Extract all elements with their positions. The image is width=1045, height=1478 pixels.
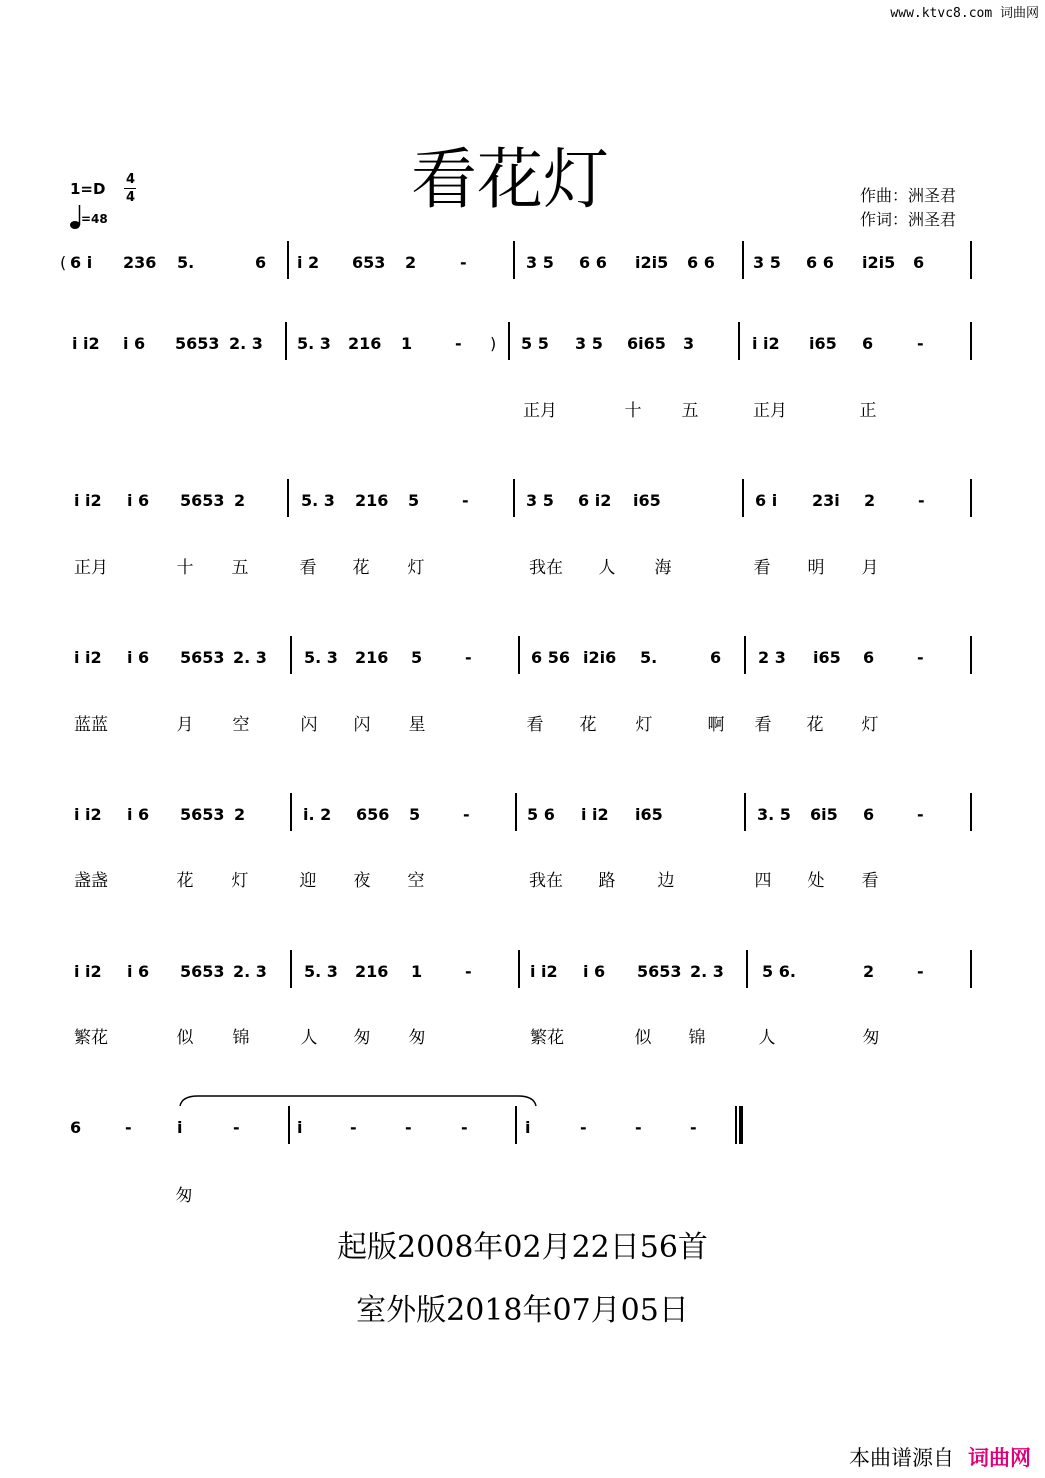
note-group: 3 [683,334,695,353]
lyric-syllable: 匆 [408,1028,426,1048]
lyric-syllable: 空 [232,715,250,735]
note-group: 2. 3 [233,962,267,981]
lyric-syllable: 匆 [353,1028,371,1048]
bar-line [742,241,744,279]
source-brand: 词曲网 [968,1446,1031,1470]
note-group: i2i6 [583,648,617,667]
note-group: 236 [123,253,157,272]
bar-line [290,636,292,674]
bar-line [518,950,520,988]
lyric-syllable: 繁花 [74,1028,108,1048]
note-group: 6i5 [810,805,838,824]
note-group: 5. 3 [301,491,335,510]
note-group: 2 [234,491,246,510]
bar-line [287,479,289,517]
lyric-syllable: 灯 [231,871,249,891]
bar-line [738,322,740,360]
note-group: 3 5 [526,253,554,272]
lyric-syllable: 正 [859,401,877,421]
note-group: i2i5 [862,253,896,272]
bar-line [970,241,972,279]
note-group: 5. 3 [304,962,338,981]
note-group: i [525,1118,531,1137]
note-group: i 6 [123,334,146,353]
final-double-bar [735,1106,743,1144]
note-group: 5. 3 [304,648,338,667]
note-group: - [917,805,924,824]
note-group: 6 [913,253,925,272]
lyric-syllable: 五 [681,401,699,421]
note-group: i [177,1118,183,1137]
note-group: i65 [633,491,661,510]
note-group: 5. 3 [297,334,331,353]
note-group: 6 6 [687,253,715,272]
bar-line [970,793,972,831]
note-group: i i2 [72,334,100,353]
lyric-syllable: 看 [861,871,879,891]
lyric-syllable: 月 [861,558,879,578]
bar-line [970,322,972,360]
note-group: 2 3 [758,648,786,667]
lyric-syllable: 匆 [175,1186,193,1206]
lyric-syllable: 四 [754,871,772,891]
lyric-syllable: 花 [806,715,824,735]
note-group: 216 [355,962,389,981]
lyric-syllable: 闪 [353,715,371,735]
note-group: i i2 [581,805,609,824]
lyric-syllable: 十 [176,558,194,578]
note-group: - [460,253,467,272]
bar-line [508,322,510,360]
lyric-syllable: 看 [753,558,771,578]
lyric-syllable: 海 [654,558,672,578]
note-group: - [233,1118,240,1137]
note-group: 5653 [180,962,225,981]
note-group: 216 [355,648,389,667]
note-group: 2 [234,805,246,824]
lyric-syllable: 花 [579,715,597,735]
bar-line [513,241,515,279]
lyricist-credit: 作词：洲圣君 [860,210,957,229]
key-signature: 1=D [70,180,106,198]
lyric-syllable: 人 [598,558,616,578]
note-group: 6 [863,648,875,667]
lyric-syllable: 正月 [753,401,787,421]
repeat-close-paren: ) [490,334,497,353]
note-group: - [463,805,470,824]
note-group: - [125,1118,132,1137]
bar-line [744,793,746,831]
note-group: i i2 [74,491,102,510]
note-group: - [465,648,472,667]
lyric-syllable: 看 [299,558,317,578]
note-group: 6 [862,334,874,353]
note-group: 3 5 [753,253,781,272]
note-group: 216 [355,491,389,510]
note-group: 2 [405,253,417,272]
note-group: 5 6. [762,962,796,981]
note-group: 2. 3 [690,962,724,981]
note-group: - [917,962,924,981]
note-group: 6 56 [531,648,570,667]
note-group: 2. 3 [233,648,267,667]
note-group: - [635,1118,642,1137]
lyric-syllable: 处 [807,871,825,891]
note-group: 653 [352,253,386,272]
note-group: 6 6 [806,253,834,272]
lyric-syllable: 锦 [232,1028,250,1048]
note-group: - [350,1118,357,1137]
note-group: 5653 [180,805,225,824]
bar-line [288,1106,290,1144]
note-group: 5 6 [527,805,555,824]
note-group: 6 [255,253,267,272]
lyric-syllable: 似 [176,1028,194,1048]
lyric-syllable: 月 [176,715,194,735]
bar-line [518,636,520,674]
bar-line [744,636,746,674]
note-group: i [297,1118,303,1137]
note-group: 2 [864,491,876,510]
note-group: 216 [348,334,382,353]
bar-line [970,636,972,674]
note-group: - [455,334,462,353]
note-group: i 6 [127,805,150,824]
note-group: i i2 [752,334,780,353]
lyric-syllable: 星 [408,715,426,735]
lyric-syllable: 迎 [299,871,317,891]
lyric-syllable: 空 [407,871,425,891]
lyric-syllable: 正月 [74,558,108,578]
lyric-syllable: 锦 [688,1028,706,1048]
note-group: i i2 [74,648,102,667]
note-group: i i2 [530,962,558,981]
note-group: 2. 3 [229,334,263,353]
tie-arc [178,1092,538,1108]
lyric-syllable: 五 [231,558,249,578]
lyric-syllable: 明 [807,558,825,578]
lyric-syllable: 看 [526,715,544,735]
note-group: 3 5 [575,334,603,353]
note-group: 6 [710,648,722,667]
note-group: - [918,491,925,510]
lyric-syllable: 匆 [862,1028,880,1048]
note-group: 6i65 [627,334,666,353]
bar-line [970,479,972,517]
note-group: 5653 [180,491,225,510]
lyric-syllable: 灯 [407,558,425,578]
note-group: - [917,648,924,667]
note-group: 5 5 [521,334,549,353]
composer-credit: 作曲：洲圣君 [860,186,957,205]
tempo-marking: =48 [81,212,108,226]
note-group: i 6 [127,962,150,981]
note-group: i i2 [74,962,102,981]
note-group: 6 i [70,253,93,272]
lyric-syllable: 闪 [300,715,318,735]
lyric-syllable: 花 [176,871,194,891]
bar-line [287,241,289,279]
bar-line [746,950,748,988]
note-group: 1 [401,334,413,353]
note-group: i. 2 [303,805,332,824]
lyric-syllable: 灯 [861,715,879,735]
note-group: i2i5 [635,253,669,272]
note-group: 5. [640,648,658,667]
note-group: 3. 5 [757,805,791,824]
bar-line [290,793,292,831]
note-group: 5653 [180,648,225,667]
lyric-syllable: 我在 [529,871,563,891]
bar-line [285,322,287,360]
note-group: 5. [177,253,195,272]
lyric-syllable: 蓝蓝 [74,715,108,735]
note-group: - [580,1118,587,1137]
time-signature-top: 4 [126,172,136,187]
lyric-syllable: 路 [598,871,616,891]
note-group: i65 [635,805,663,824]
footer-edition-line2: 室外版2018年07月05日 [356,1293,689,1328]
note-group: - [461,1118,468,1137]
note-group: 6 i [755,491,778,510]
note-group: - [405,1118,412,1137]
note-group: 3 5 [526,491,554,510]
bar-line [515,793,517,831]
source-text: 本曲谱源自 [849,1446,954,1470]
bar-line [742,479,744,517]
lyric-syllable: 我在 [529,558,563,578]
note-group: i65 [809,334,837,353]
lyric-syllable: 花 [352,558,370,578]
note-group: - [462,491,469,510]
note-group: 2 [863,962,875,981]
note-group: 6 i2 [578,491,612,510]
note-group: 6 [863,805,875,824]
note-group: 5653 [637,962,682,981]
lyric-syllable: 边 [657,871,675,891]
source-watermark [849,1442,1031,1472]
note-group: 5653 [175,334,220,353]
time-signature-bottom: 4 [126,190,136,205]
note-group: - [690,1118,697,1137]
lyric-syllable: 看 [754,715,772,735]
bar-line [513,479,515,517]
site-watermark: www.ktvc8.com 词曲网 [890,6,1039,21]
note-group: 6 6 [579,253,607,272]
note-group: i 6 [127,491,150,510]
bar-line [515,1106,517,1144]
lyric-syllable: 夜 [353,871,371,891]
note-group: - [917,334,924,353]
note-group: 5 [409,805,421,824]
repeat-open-paren: ( [60,253,67,272]
lyric-syllable: 正月 [523,401,557,421]
lyric-syllable: 似 [634,1028,652,1048]
note-group: 5 [408,491,420,510]
time-signature-divider [124,188,136,189]
note-group: 5 [411,648,423,667]
note-group: i65 [813,648,841,667]
note-group: i 6 [127,648,150,667]
bar-line [970,950,972,988]
lyric-syllable: 繁花 [530,1028,564,1048]
lyric-syllable: 人 [758,1028,776,1048]
note-group: - [465,962,472,981]
note-group: 656 [356,805,390,824]
note-group: i i2 [74,805,102,824]
lyric-syllable: 人 [300,1028,318,1048]
note-group: 23i [812,491,840,510]
lyric-syllable: 盏盏 [74,871,108,891]
note-group: 1 [411,962,423,981]
lyric-syllable: 啊 [707,715,725,735]
note-group: i 6 [583,962,606,981]
note-group: i 2 [297,253,320,272]
note-group: 6 [70,1118,82,1137]
song-title: 看花灯 [411,141,609,218]
footer-edition-line1: 起版2008年02月22日56首 [337,1230,708,1265]
lyric-syllable: 灯 [635,715,653,735]
bar-line [290,950,292,988]
lyric-syllable: 十 [624,401,642,421]
